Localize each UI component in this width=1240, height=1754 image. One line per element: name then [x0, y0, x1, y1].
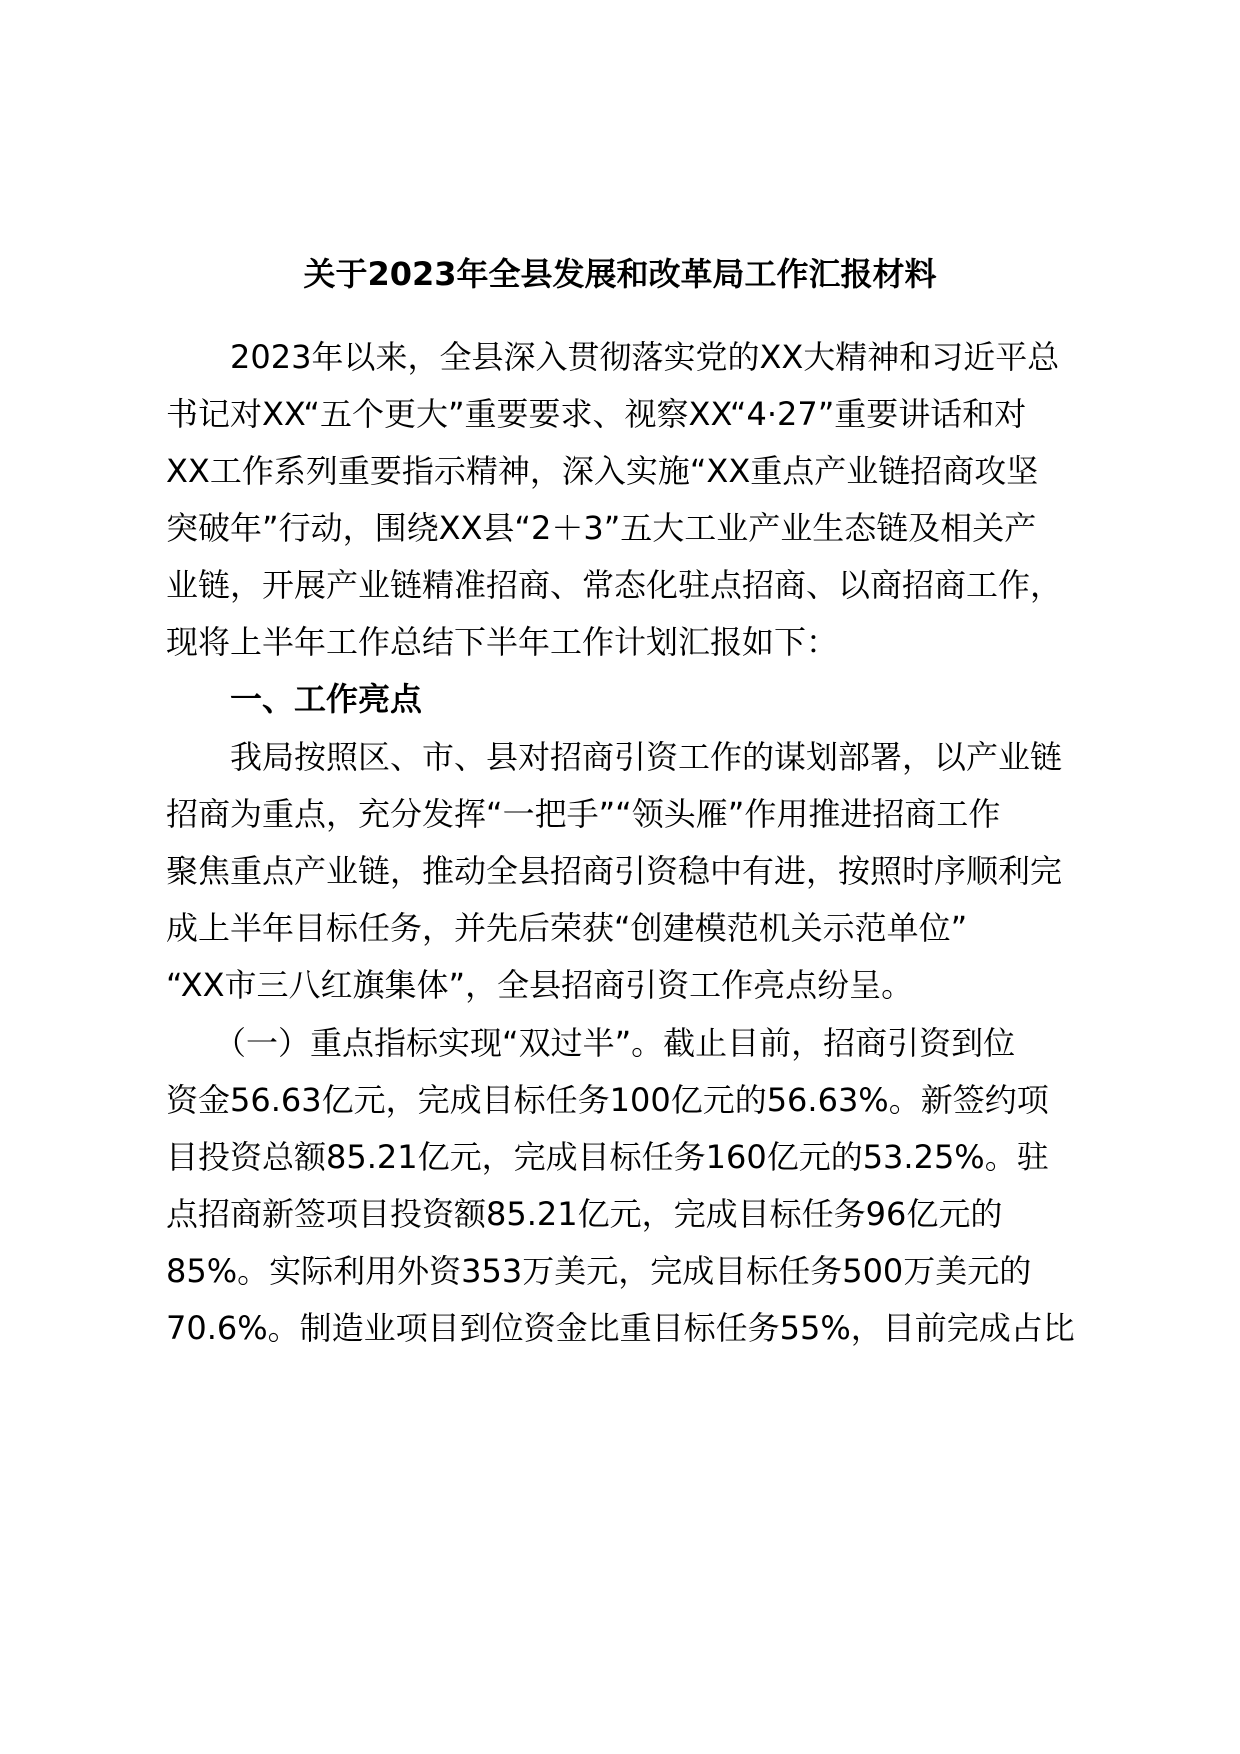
paragraph-line: 招商为重点，充分发挥“一把手”“领头雁”作用推进招商工作 — [166, 795, 1001, 833]
paragraph-line: 2023年以来，全县深入贯彻落实党的XX大精神和习近平总 — [166, 338, 1060, 376]
paragraph-line: 业链，开展产业链精准招商、常态化驻点招商、以商招商工作， — [166, 566, 1063, 604]
paragraph-line: 我局按照区、市、县对招商引资工作的谋划部署，以产业链 — [166, 738, 1063, 776]
paragraph-line: XX工作系列重要指示精神，深入实施“XX重点产业链招商攻坚 — [166, 452, 1039, 490]
paragraph-line: 70.6%。制造业项目到位资金比重目标任务55%，目前完成占比 — [166, 1309, 1075, 1347]
paragraph-line: 聚焦重点产业链，推动全县招商引资稳中有进，按照时序顺利完 — [166, 852, 1063, 890]
paragraph-line: 书记对XX“五个更大”重要要求、视察XX“4·27”重要讲话和对 — [166, 395, 1027, 433]
paragraph-line: 85%。实际利用外资353万美元，完成目标任务500万美元的 — [166, 1252, 1032, 1290]
paragraph-line: 资金56.63亿元，完成目标任务100亿元的56.63%。新签约项 — [166, 1081, 1049, 1119]
paragraph-line: （一）重点指标实现“双过半”。截止目前，招商引资到位 — [166, 1024, 1016, 1062]
document-title: 关于2023年全县发展和改革局工作汇报材料 — [303, 255, 937, 293]
paragraph-line: 现将上半年工作总结下半年工作计划汇报如下： — [166, 623, 839, 661]
section-heading: 一、工作亮点 — [166, 680, 423, 718]
paragraph-line: “XX市三八红旗集体”，全县招商引资工作亮点纷呈。 — [166, 966, 914, 1004]
paragraph-line: 突破年”行动，围绕XX县“2＋3”五大工业产业生态链及相关产 — [166, 509, 1037, 547]
paragraph-line: 成上半年目标任务，并先后荣获“创建模范机关示范单位” — [166, 909, 968, 947]
paragraph-line: 目投资总额85.21亿元，完成目标任务160亿元的53.25%。驻 — [166, 1138, 1049, 1176]
paragraph-line: 点招商新签项目投资额85.21亿元，完成目标任务96亿元的 — [166, 1195, 1003, 1233]
